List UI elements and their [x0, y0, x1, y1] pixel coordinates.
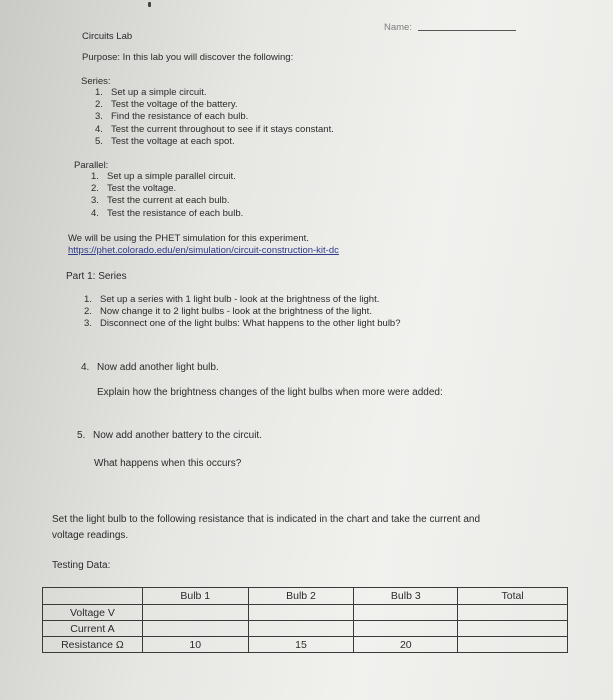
parallel-list: [91, 171, 243, 220]
table-cell[interactable]: 15: [248, 637, 354, 653]
purpose-text: Purpose: In this lab you will discover the following:: [82, 52, 294, 63]
list-item: 1. Set up a series with 1 light bulb - look at the brightness of the light.: [84, 294, 380, 305]
instructions-line1: Set the light bulb to the following resistance that is indicated in the chart and take the current and: [52, 514, 481, 525]
phet-link[interactable]: https://phet.colorado.edu/en/simulation/circuit-construction-kit-dc: [68, 245, 339, 256]
list-item: 3. Find the resistance of each bulb.: [95, 111, 249, 123]
item5-question: What happens when this occurs?: [94, 458, 242, 469]
table-cell[interactable]: 10: [142, 637, 248, 653]
list-item: 2. Now change it to 2 light bulbs - look at the brightness of the light.: [84, 306, 372, 318]
testing-data-table: [42, 587, 568, 653]
table-cell[interactable]: [248, 605, 354, 621]
row-label: Resistance Ω: [43, 637, 143, 653]
table-cell[interactable]: [458, 637, 568, 653]
list-item: 4. Test the current throughout to see if it stays constant.: [95, 123, 334, 135]
table-cell[interactable]: [458, 605, 568, 621]
list-item: 4. Test the resistance of each bulb.: [91, 207, 244, 219]
name-label: Name:: [384, 22, 412, 33]
table-row: [43, 605, 568, 621]
list-item: 2. Test the voltage.: [91, 183, 177, 195]
table-cell[interactable]: [142, 605, 248, 621]
series-list: [95, 87, 334, 148]
list-item: 3. Disconnect one of the light bulbs: What happens to the other light bulb?: [84, 318, 401, 330]
table-header-cell: Bulb 1: [142, 588, 248, 605]
pen-mark: [148, 2, 151, 7]
parallel-heading: Parallel:: [74, 160, 109, 171]
page-title: Circuits Lab: [82, 31, 133, 42]
table-header-cell: Total: [458, 588, 568, 605]
part1-heading: Part 1: Series: [66, 271, 127, 282]
list-item: 1. Set up a simple circuit.: [95, 87, 207, 98]
series-heading: Series:: [81, 76, 111, 87]
part1-item4: 4. Now add another light bulb.: [81, 362, 219, 373]
item4-question: Explain how the brightness changes of the light bulbs when more were added:: [97, 387, 443, 398]
row-label: Current A: [43, 621, 143, 637]
list-item: 2. Test the voltage of the battery.: [95, 99, 238, 111]
testing-data-label: Testing Data:: [52, 560, 111, 571]
table-row: [43, 637, 568, 653]
table-header-cell: Bulb 2: [248, 588, 354, 605]
table-cell[interactable]: [354, 621, 458, 637]
list-item: 3. Test the current at each bulb.: [91, 195, 230, 207]
table-row: [43, 621, 568, 637]
table-header-cell: [43, 588, 143, 605]
row-label: Voltage V: [43, 605, 143, 621]
table-header-row: [43, 588, 568, 605]
list-item: 5. Test the voltage at each spot.: [95, 135, 235, 147]
table-cell[interactable]: [142, 621, 248, 637]
table-cell[interactable]: [354, 605, 458, 621]
table-cell[interactable]: [248, 621, 354, 637]
name-line: [418, 30, 516, 31]
instructions-line2: voltage readings.: [52, 530, 129, 541]
phet-intro: We will be using the PHET simulation for this experiment.: [68, 233, 309, 244]
list-item: 1. Set up a simple parallel circuit.: [91, 171, 236, 182]
part1-item5: 5. Now add another battery to the circuit.: [77, 430, 262, 441]
table-cell[interactable]: 20: [354, 637, 458, 653]
table-cell[interactable]: [458, 621, 568, 637]
table-header-cell: Bulb 3: [354, 588, 458, 605]
part1-list: [84, 294, 401, 331]
